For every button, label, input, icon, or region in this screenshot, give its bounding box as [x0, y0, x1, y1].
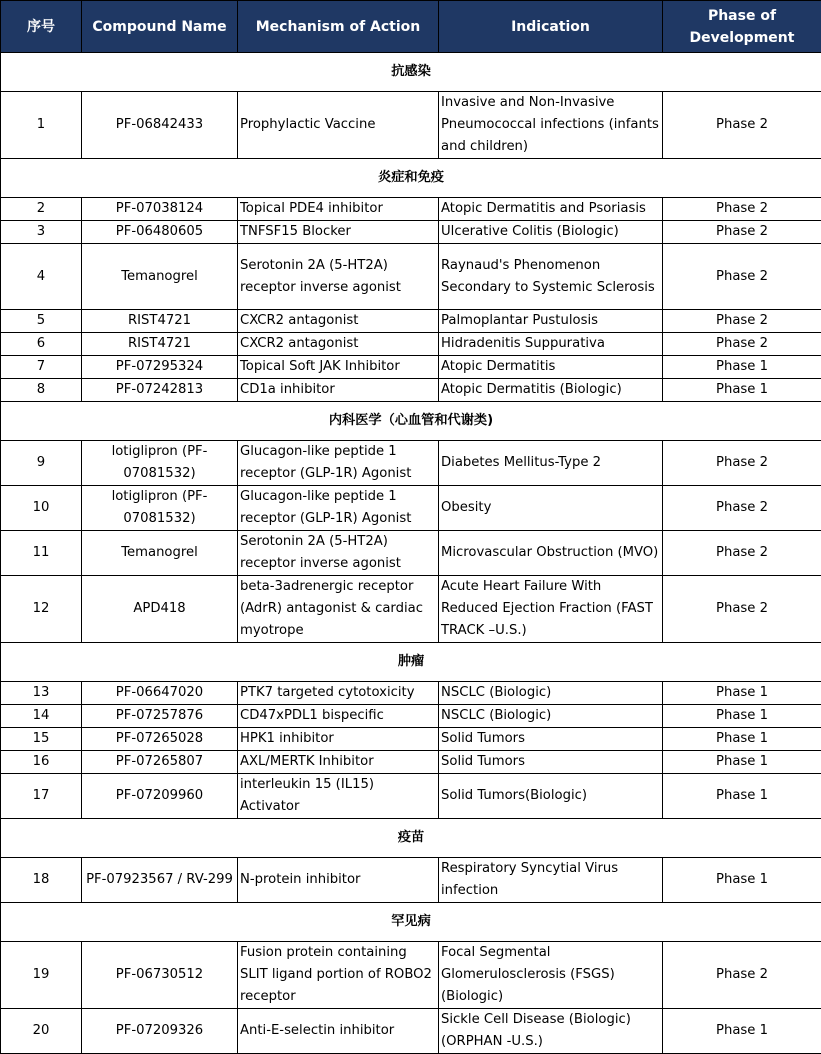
indication: Microvascular Obstruction (MVO): [439, 531, 663, 576]
mechanism: TNFSF15 Blocker: [238, 221, 439, 244]
phase: Phase 2: [663, 333, 821, 356]
table-row: [1, 751, 821, 774]
table-body: [1, 53, 821, 1054]
compound-name: PF-07209960: [82, 774, 238, 819]
phase: Phase 2: [663, 221, 821, 244]
phase: Phase 1: [663, 682, 821, 705]
mechanism: CD47xPDL1 bispecific: [238, 705, 439, 728]
phase: Phase 1: [663, 705, 821, 728]
indication: Obesity: [439, 486, 663, 531]
table-row: [1, 728, 821, 751]
mechanism: Glucagon-like peptide 1 receptor (GLP-1R) Agonist: [238, 486, 439, 531]
indication: Respiratory Syncytial Virus infection: [439, 858, 663, 903]
table-row: [1, 379, 821, 402]
header-compound-name: Compound Name: [82, 1, 238, 53]
row-number: 13: [1, 682, 82, 705]
compound-name: PF-07265807: [82, 751, 238, 774]
indication: Focal Segmental Glomerulosclerosis (FSGS) (Biologic): [439, 942, 663, 1009]
section-header-row: [1, 903, 821, 942]
compound-name: Temanogrel: [82, 244, 238, 310]
compound-name: PF-07295324: [82, 356, 238, 379]
indication: Sickle Cell Disease (Biologic) (ORPHAN -U.S.): [439, 1009, 663, 1054]
compound-name: PF-06730512: [82, 942, 238, 1009]
mechanism: beta-3adrenergic receptor (AdrR) antagonist & cardiac myotrope: [238, 576, 439, 643]
indication: NSCLC (Biologic): [439, 682, 663, 705]
row-number: 11: [1, 531, 82, 576]
table-row: [1, 774, 821, 819]
section-header-row: [1, 643, 821, 682]
table-row: [1, 576, 821, 643]
indication: NSCLC (Biologic): [439, 705, 663, 728]
compound-name: PF-07923567 / RV-299: [82, 858, 238, 903]
phase: Phase 1: [663, 751, 821, 774]
indication: Invasive and Non-Invasive Pneumococcal infections (infants and children): [439, 92, 663, 159]
compound-name: PF-07242813: [82, 379, 238, 402]
compound-name: RIST4721: [82, 333, 238, 356]
table-header: [1, 1, 821, 53]
phase: Phase 2: [663, 441, 821, 486]
indication: Diabetes Mellitus-Type 2: [439, 441, 663, 486]
section-header-row: [1, 819, 821, 858]
row-number: 18: [1, 858, 82, 903]
mechanism: Glucagon-like peptide 1 receptor (GLP-1R) Agonist: [238, 441, 439, 486]
table-row: [1, 310, 821, 333]
phase: Phase 2: [663, 531, 821, 576]
header-phase: Phase of Development: [663, 1, 821, 53]
table-row: [1, 92, 821, 159]
compound-name: Temanogrel: [82, 531, 238, 576]
row-number: 5: [1, 310, 82, 333]
compound-name: APD418: [82, 576, 238, 643]
section-header-row: [1, 53, 821, 92]
indication: Atopic Dermatitis and Psoriasis: [439, 198, 663, 221]
row-number: 3: [1, 221, 82, 244]
phase: Phase 2: [663, 486, 821, 531]
compound-name: PF-06647020: [82, 682, 238, 705]
header-index: 序号: [1, 1, 82, 53]
mechanism: Anti-E-selectin inhibitor: [238, 1009, 439, 1054]
section-header-row: [1, 402, 821, 441]
phase: Phase 1: [663, 858, 821, 903]
mechanism: CD1a inhibitor: [238, 379, 439, 402]
row-number: 7: [1, 356, 82, 379]
header-row: [1, 1, 821, 53]
section-title: 内科医学（心血管和代谢类): [1, 402, 821, 441]
row-number: 15: [1, 728, 82, 751]
phase: Phase 1: [663, 1009, 821, 1054]
mechanism: N-protein inhibitor: [238, 858, 439, 903]
phase: Phase 2: [663, 198, 821, 221]
table-row: [1, 198, 821, 221]
row-number: 14: [1, 705, 82, 728]
phase: Phase 1: [663, 379, 821, 402]
indication: Solid Tumors(Biologic): [439, 774, 663, 819]
section-title: 肿瘤: [1, 643, 821, 682]
mechanism: Topical Soft JAK Inhibitor: [238, 356, 439, 379]
table-row: [1, 682, 821, 705]
table-row: [1, 1009, 821, 1054]
indication: Atopic Dermatitis (Biologic): [439, 379, 663, 402]
row-number: 12: [1, 576, 82, 643]
section-header-row: [1, 159, 821, 198]
compound-name: RIST4721: [82, 310, 238, 333]
phase: Phase 1: [663, 728, 821, 751]
phase: Phase 2: [663, 244, 821, 310]
compound-name: lotiglipron (PF-07081532): [82, 441, 238, 486]
table-row: [1, 705, 821, 728]
indication: Solid Tumors: [439, 728, 663, 751]
row-number: 4: [1, 244, 82, 310]
phase: Phase 1: [663, 356, 821, 379]
compound-name: PF-07265028: [82, 728, 238, 751]
section-title: 炎症和免疫: [1, 159, 821, 198]
section-title: 疫苗: [1, 819, 821, 858]
table-row: [1, 942, 821, 1009]
table-row: [1, 356, 821, 379]
row-number: 16: [1, 751, 82, 774]
mechanism: Prophylactic Vaccine: [238, 92, 439, 159]
compound-name: PF-07209326: [82, 1009, 238, 1054]
indication: Solid Tumors: [439, 751, 663, 774]
compound-name: PF-06480605: [82, 221, 238, 244]
table-row: [1, 531, 821, 576]
row-number: 10: [1, 486, 82, 531]
indication: Atopic Dermatitis: [439, 356, 663, 379]
row-number: 8: [1, 379, 82, 402]
row-number: 1: [1, 92, 82, 159]
indication: Raynaud's Phenomenon Secondary to Systemic Sclerosis: [439, 244, 663, 310]
table-row: [1, 858, 821, 903]
indication: Hidradenitis Suppurativa: [439, 333, 663, 356]
phase: Phase 2: [663, 942, 821, 1009]
mechanism: HPK1 inhibitor: [238, 728, 439, 751]
mechanism: Topical PDE4 inhibitor: [238, 198, 439, 221]
phase: Phase 1: [663, 774, 821, 819]
mechanism: Serotonin 2A (5-HT2A) receptor inverse agonist: [238, 531, 439, 576]
section-title: 罕见病: [1, 903, 821, 942]
indication: Acute Heart Failure With Reduced Ejection Fraction (FAST TRACK –U.S.): [439, 576, 663, 643]
section-title: 抗感染: [1, 53, 821, 92]
phase: Phase 2: [663, 310, 821, 333]
mechanism: interleukin 15 (IL15) Activator: [238, 774, 439, 819]
compound-name: PF-07257876: [82, 705, 238, 728]
indication: Ulcerative Colitis (Biologic): [439, 221, 663, 244]
table-row: [1, 221, 821, 244]
phase: Phase 2: [663, 576, 821, 643]
phase: Phase 2: [663, 92, 821, 159]
table-row: [1, 441, 821, 486]
header-indication: Indication: [439, 1, 663, 53]
compound-name: PF-06842433: [82, 92, 238, 159]
table-row: [1, 486, 821, 531]
compound-name: lotiglipron (PF-07081532): [82, 486, 238, 531]
mechanism: Fusion protein containing SLIT ligand portion of ROBO2 receptor: [238, 942, 439, 1009]
row-number: 19: [1, 942, 82, 1009]
mechanism: AXL/MERTK Inhibitor: [238, 751, 439, 774]
table-row: [1, 333, 821, 356]
row-number: 2: [1, 198, 82, 221]
mechanism: Serotonin 2A (5-HT2A) receptor inverse agonist: [238, 244, 439, 310]
compound-name: PF-07038124: [82, 198, 238, 221]
row-number: 20: [1, 1009, 82, 1054]
row-number: 6: [1, 333, 82, 356]
mechanism: CXCR2 antagonist: [238, 310, 439, 333]
row-number: 9: [1, 441, 82, 486]
indication: Palmoplantar Pustulosis: [439, 310, 663, 333]
mechanism: PTK7 targeted cytotoxicity: [238, 682, 439, 705]
table-row: [1, 244, 821, 310]
header-mechanism: Mechanism of Action: [238, 1, 439, 53]
mechanism: CXCR2 antagonist: [238, 333, 439, 356]
row-number: 17: [1, 774, 82, 819]
